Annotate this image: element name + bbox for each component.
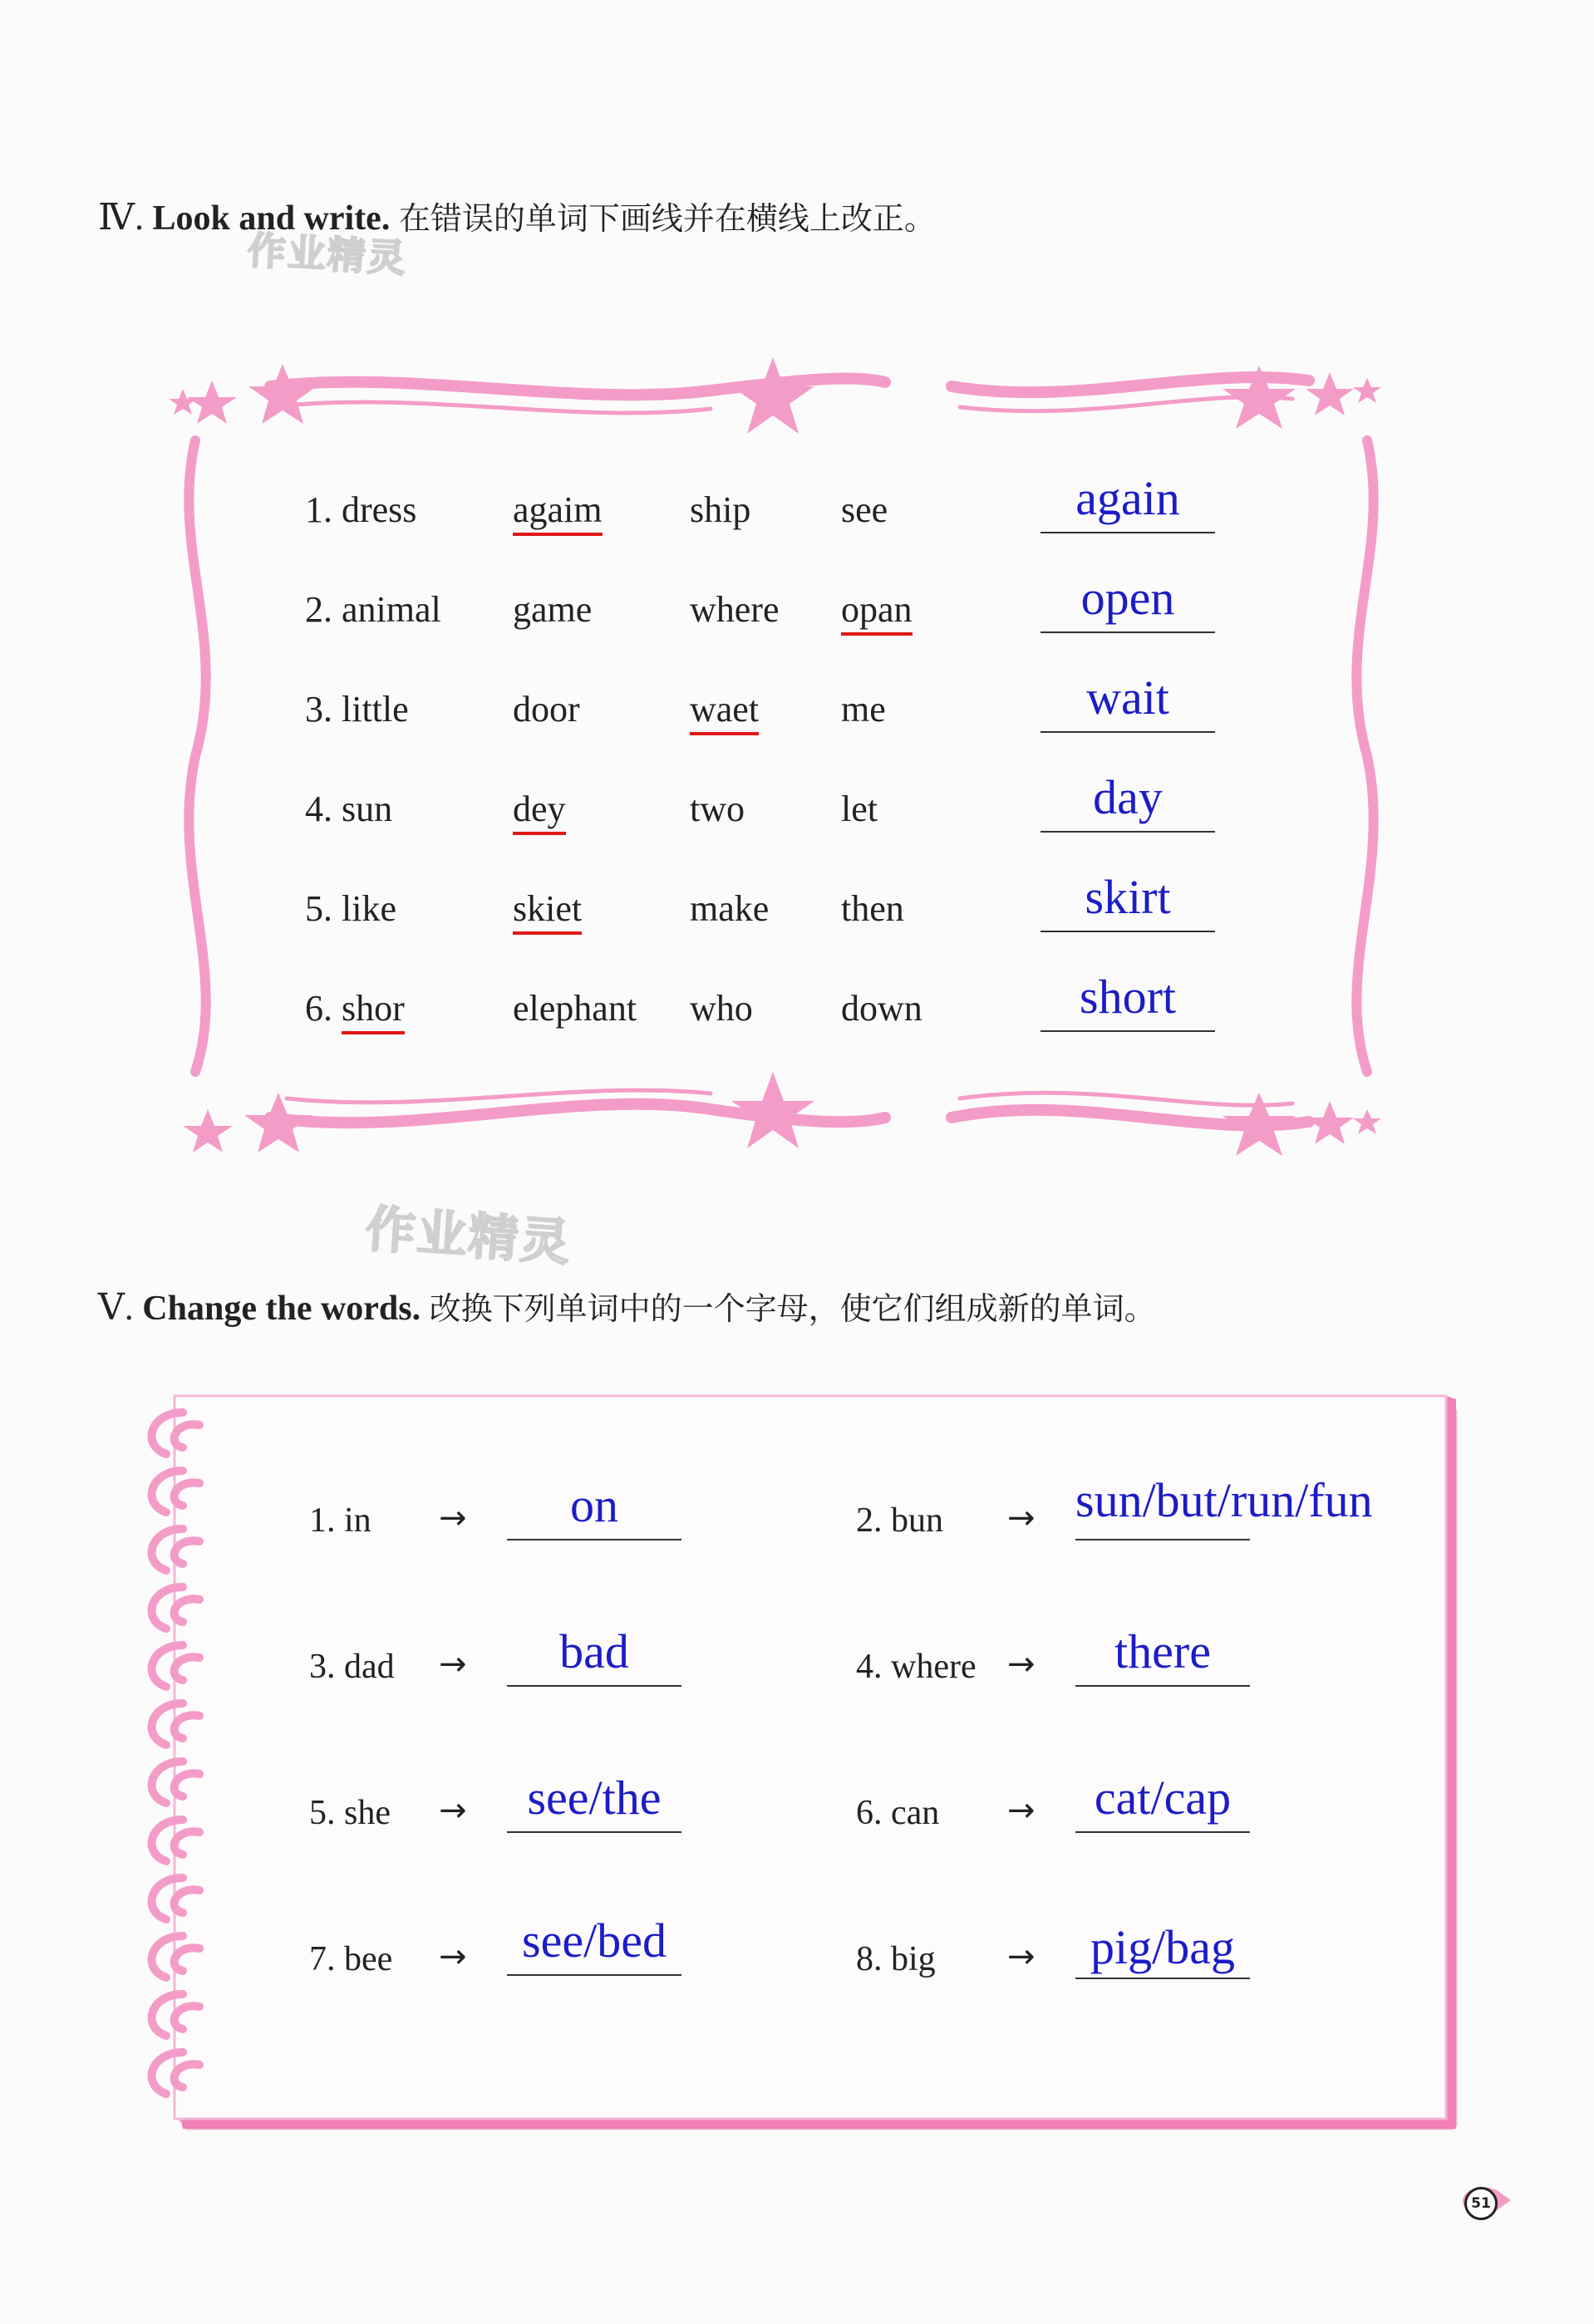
arrow-icon: → [1007, 1938, 1036, 1976]
answer-line [1041, 532, 1215, 533]
arrow-icon: → [439, 1645, 467, 1683]
answer-line [1075, 1539, 1250, 1540]
arrow-icon: → [439, 1938, 467, 1976]
word-2: door [513, 689, 580, 730]
answer-line [1075, 1831, 1250, 1833]
wrong-word: opan [841, 589, 913, 630]
answer-text: bad [559, 1624, 629, 1678]
word-2: game [513, 589, 593, 630]
wrong-word: agaim [513, 489, 603, 530]
answer-line [507, 1831, 681, 1833]
answer-line [1041, 731, 1215, 733]
section-4-title-en: Look and write. [152, 199, 391, 238]
answer-line [507, 1685, 681, 1687]
arrow-icon: → [1007, 1791, 1036, 1830]
answer-line [1075, 1685, 1250, 1687]
answer-text: day [1093, 770, 1163, 824]
answer-text: there [1114, 1624, 1211, 1678]
answer-text: wait [1086, 671, 1169, 725]
word-2: elephant [513, 988, 637, 1029]
word-1: 2. animal [305, 589, 441, 630]
arrow-icon: → [1007, 1499, 1036, 1537]
section-5-number: Ⅴ. [98, 1287, 134, 1328]
word-4: let [841, 789, 878, 829]
word-3: who [690, 988, 753, 1029]
item-label: 6. can [856, 1794, 940, 1832]
star-frame [162, 341, 1392, 1172]
section-4-heading [98, 193, 936, 238]
word-1: 4. sun [305, 789, 393, 829]
word-1-number: 6. [305, 988, 342, 1029]
answer-line [1041, 631, 1215, 633]
item-label: 4. where [856, 1648, 977, 1686]
arrow-icon: → [439, 1791, 467, 1830]
answer-text: on [570, 1478, 618, 1532]
answer-text: again [1075, 471, 1180, 525]
word-3: two [690, 789, 745, 829]
word-4: down [841, 988, 922, 1029]
section-5-heading [98, 1283, 1156, 1329]
arrow-icon: → [439, 1499, 467, 1537]
word-1: 3. little [305, 689, 409, 730]
word-3: ship [690, 489, 751, 530]
wrong-word: skiet [513, 888, 583, 929]
item-label: 2. bun [856, 1501, 943, 1540]
answer-text: cat/cap [1094, 1771, 1232, 1825]
answer-text: skirt [1085, 870, 1171, 924]
section-5-title-cn: 改换下列单词中的一个字母，使它们组成新的单词。 [429, 1290, 1156, 1327]
answer-line [1041, 1030, 1215, 1032]
word-1: 5. like [305, 888, 396, 929]
wrong-word: shor [342, 988, 405, 1029]
answer-text: open [1080, 571, 1175, 625]
answer-text: sun/but/run/fun [1075, 1473, 1373, 1527]
answer-text: short [1080, 970, 1176, 1024]
answer-text: see/the [527, 1771, 662, 1825]
item-label: 5. she [309, 1794, 391, 1832]
watermark-top: 作业精灵 [246, 228, 409, 281]
answer-line [507, 1539, 681, 1540]
word-3: make [690, 888, 770, 929]
word-4: see [841, 489, 888, 530]
section-4-title-cn: 在错误的单词下画线并在横线上改正。 [398, 200, 936, 237]
word-3: where [690, 589, 780, 630]
answer-line [507, 1974, 681, 1976]
section-5-title-en: Change the words. [142, 1290, 421, 1328]
wrong-word: waet [690, 689, 760, 730]
item-label: 1. in [309, 1501, 371, 1540]
answer-text: see/bed [522, 1914, 667, 1968]
item-label: 3. dad [309, 1648, 395, 1686]
word-1: 1. dress [305, 489, 417, 530]
wrong-word: dey [513, 789, 566, 829]
answer-line [1041, 831, 1215, 833]
word-1 [305, 987, 405, 1029]
page-number: 51 [1464, 2187, 1498, 2220]
answer-text: pig/bag [1090, 1920, 1235, 1974]
answer-line [1075, 1978, 1250, 1979]
arrow-icon: → [1007, 1645, 1036, 1683]
word-4: me [841, 689, 886, 730]
section-4-number: Ⅳ. [98, 197, 144, 238]
item-label: 8. big [856, 1940, 936, 1978]
page-number-badge [1456, 2180, 1514, 2222]
answer-line [1041, 931, 1215, 932]
item-label: 7. bee [309, 1940, 393, 1978]
watermark-middle: 作业精灵 [363, 1200, 573, 1273]
word-4: then [841, 888, 904, 929]
